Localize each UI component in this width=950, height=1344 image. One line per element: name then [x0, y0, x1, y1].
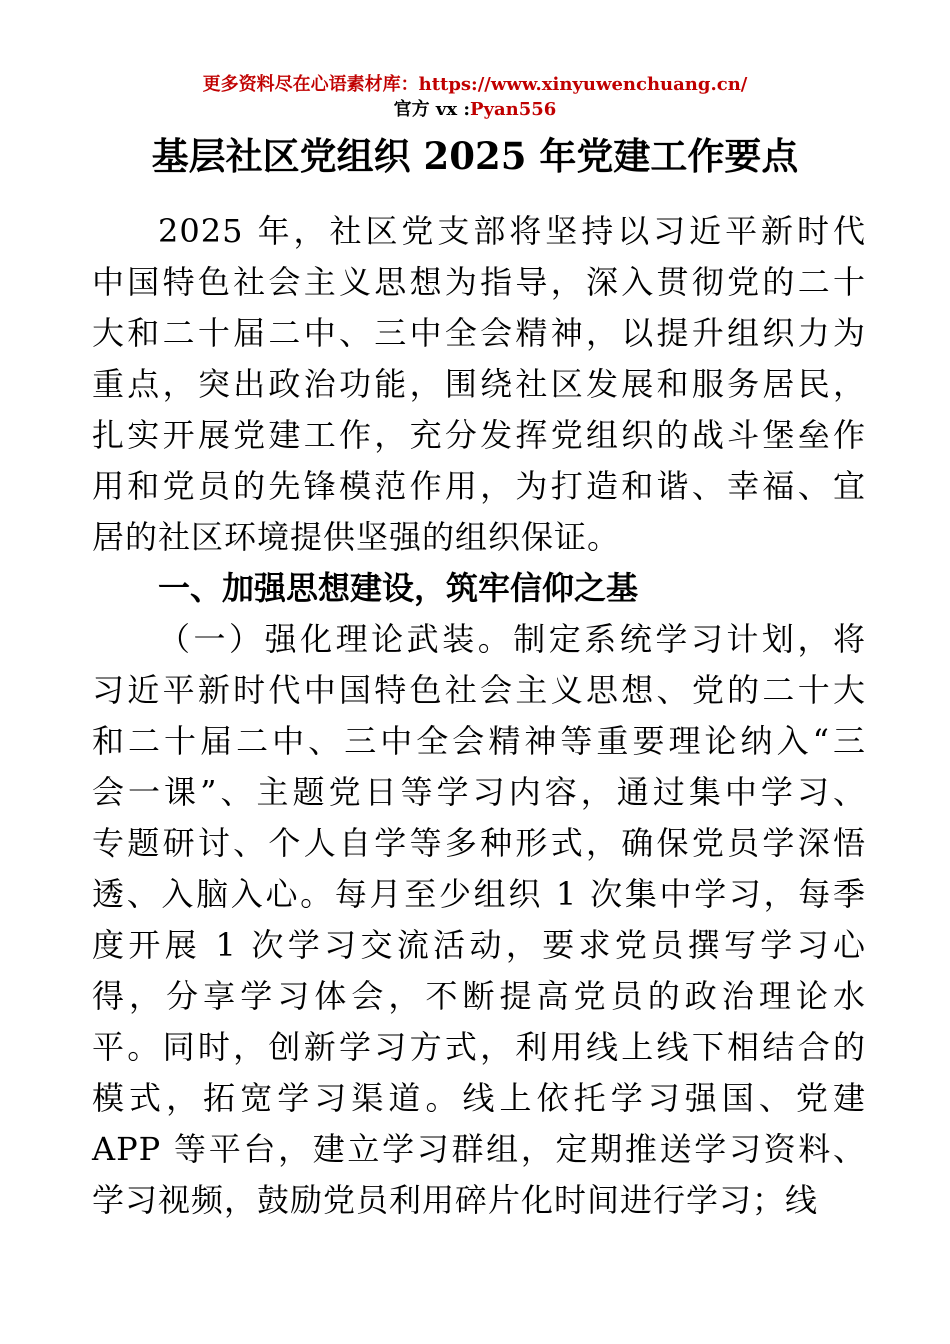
contact-line — [0, 97, 950, 123]
paragraph-line: 和二十届二中、三中全会精神等重要理论纳入“三 — [92, 722, 866, 760]
document-title: 基层社区党组织 2025 年党建工作要点 — [151, 134, 799, 178]
paragraph-line: 重点，突出政治功能，围绕社区发展和服务居民， — [92, 365, 866, 403]
promo-banner-link[interactable]: 更多资料尽在心语素材库：https://www.xinyuwenchuang.cn/ — [202, 74, 748, 95]
paragraph-line: （一）强化理论武装。制定系统学习计划，将 — [158, 620, 866, 658]
paragraph-line: 学习视频，鼓励党员利用碎片化时间进行学习；线 — [92, 1181, 819, 1219]
paragraph-line: 度开展 1 次学习交流活动，要求党员撰写学习心 — [92, 926, 866, 964]
paragraph-line: 模式，拓宽学习渠道。线上依托学习强国、党建 — [92, 1079, 866, 1117]
document-body — [92, 206, 866, 1226]
paragraph-line: 用和党员的先锋模范作用，为打造和谐、幸福、宜 — [92, 467, 866, 505]
paragraph-line: 习近平新时代中国特色社会主义思想、党的二十大 — [92, 671, 866, 709]
paragraph-line: 透、入脑入心。每月至少组织 1 次集中学习，每季 — [92, 875, 866, 913]
paragraph-line: 得，分享学习体会，不断提高党员的政治理论水 — [92, 977, 866, 1015]
paragraph-line: 会一课”、主题党日等学习内容，通过集中学习、 — [92, 773, 866, 811]
paragraph-line: 中国特色社会主义思想为指导，深入贯彻党的二十 — [92, 263, 866, 301]
paragraph-line: 平。同时，创新学习方式，利用线上线下相结合的 — [92, 1028, 866, 1066]
paragraph-line: APP 等平台，建立学习群组，定期推送学习资料、 — [92, 1130, 866, 1168]
paragraph-line: 专题研讨、个人自学等多种形式，确保党员学深悟 — [92, 824, 866, 862]
contact-label: 官方 vx : — [393, 99, 471, 120]
section-heading: 一、加强思想建设，筑牢信仰之基 — [158, 569, 639, 607]
contact-id: Pyan556 — [470, 99, 557, 120]
paragraph-line: 2025 年，社区党支部将坚持以习近平新时代 — [158, 212, 866, 250]
paragraph-line: 扎实开展党建工作，充分发挥党组织的战斗堡垒作 — [92, 416, 866, 454]
paragraph-line: 居的社区环境提供坚强的组织保证。 — [92, 518, 621, 556]
paragraph-line: 大和二十届二中、三中全会精神，以提升组织力为 — [92, 314, 866, 352]
